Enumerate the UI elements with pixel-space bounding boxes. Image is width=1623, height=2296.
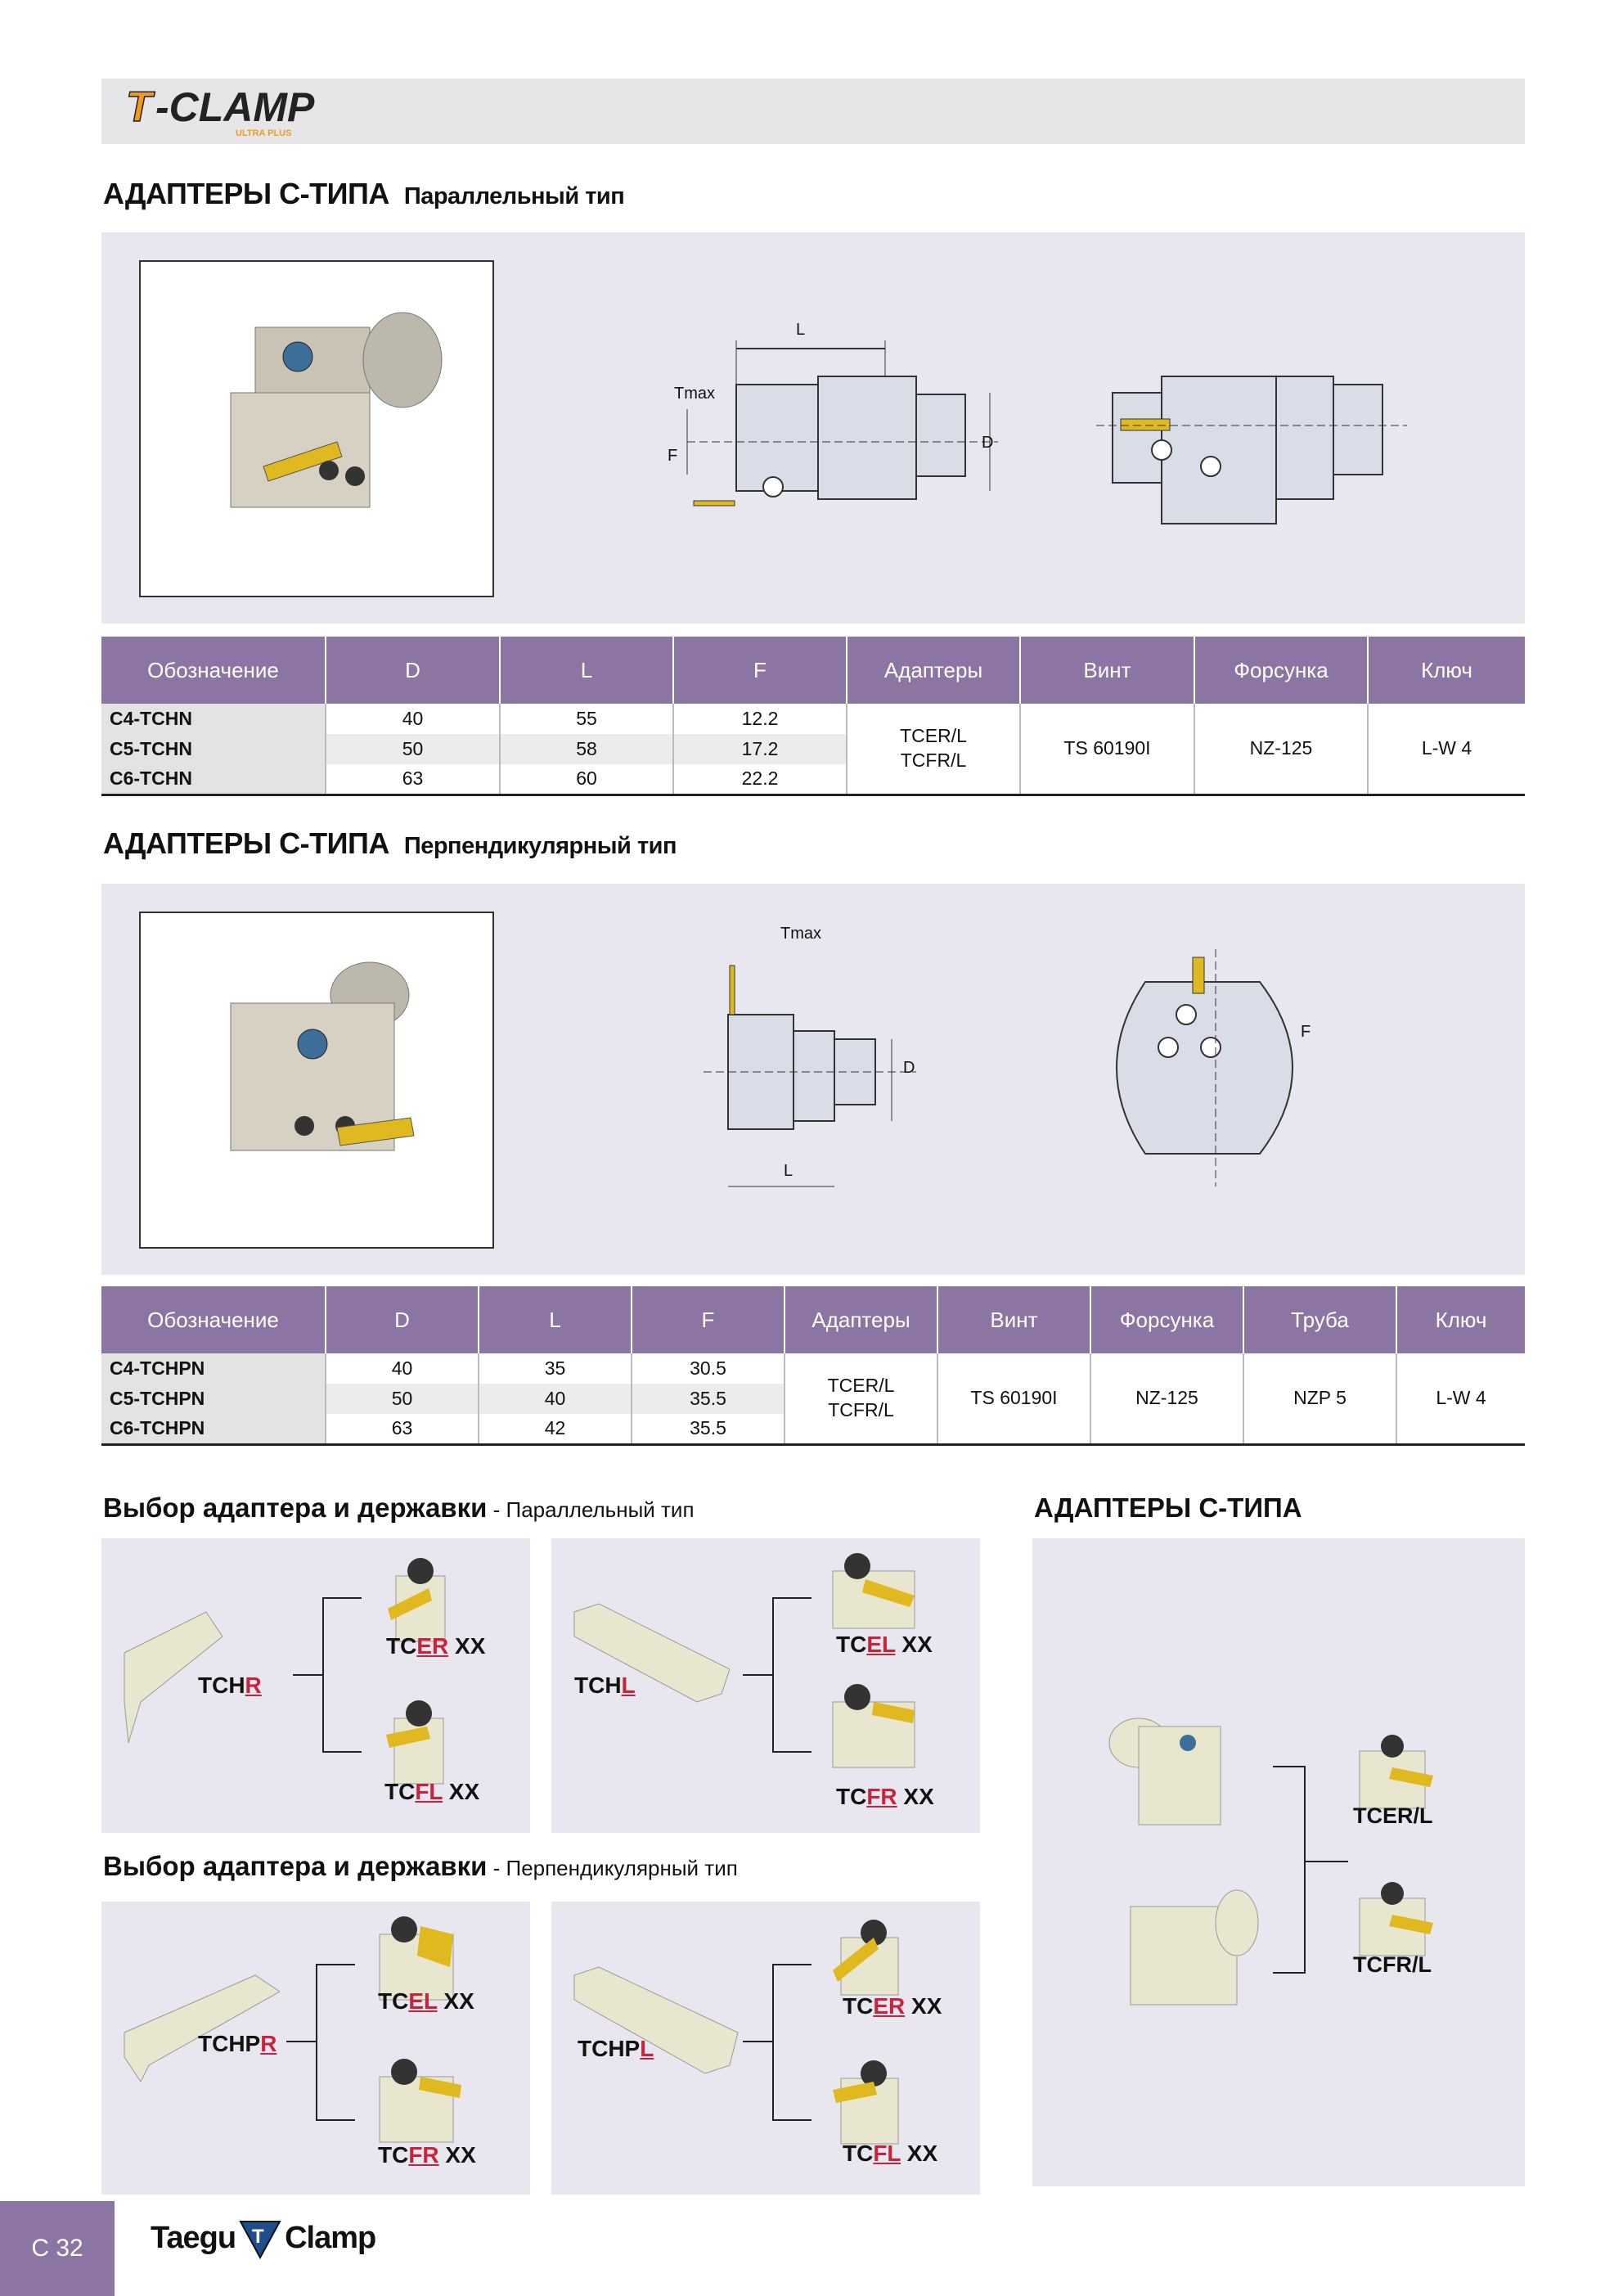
label-part: TC xyxy=(843,2141,874,2166)
adapter-image xyxy=(825,1913,915,2003)
label-hand: EL xyxy=(866,1632,896,1657)
adapter-label-bottom xyxy=(843,2141,937,2167)
holder-label xyxy=(198,1672,262,1699)
col-header: Адаптеры xyxy=(847,637,1020,704)
spec-table-perpendicular xyxy=(101,1286,1525,1446)
dim-d-label: D xyxy=(903,1059,915,1077)
cell-l: 40 xyxy=(479,1384,632,1414)
spec-table-parallel xyxy=(101,637,1525,796)
cell-d: 40 xyxy=(326,1353,479,1384)
col-header: Винт xyxy=(1020,637,1194,704)
label-part: TC xyxy=(386,1633,417,1659)
label-suffix: XX xyxy=(905,1993,942,2019)
col-header: F xyxy=(632,1286,785,1353)
col-header: Форсунка xyxy=(1194,637,1368,704)
label-suffix: XX xyxy=(448,1633,486,1659)
label-part: TCHP xyxy=(198,2031,261,2056)
col-header: L xyxy=(500,637,673,704)
label-hand: FR xyxy=(408,2142,439,2168)
label-hand: FL xyxy=(873,2141,901,2166)
bracket-lines xyxy=(772,1964,812,2121)
col-header: Адаптеры xyxy=(785,1286,937,1353)
bracket-lines xyxy=(316,1964,355,2121)
label-hand: L xyxy=(640,2036,654,2061)
col-header: D xyxy=(326,637,500,704)
holder-label xyxy=(578,2036,654,2062)
holder-label xyxy=(574,1672,636,1699)
bracket-lines xyxy=(772,1597,812,1753)
col-header: Обозначение xyxy=(101,1286,326,1353)
cell-f: 35.5 xyxy=(632,1384,785,1414)
label-part: TC xyxy=(836,1632,867,1657)
cell-l: 35 xyxy=(479,1353,632,1384)
dim-l-label: L xyxy=(784,1162,794,1180)
brand-clamp: Clamp xyxy=(285,2220,376,2255)
col-header: D xyxy=(326,1286,479,1353)
section-title-perpendicular xyxy=(103,826,677,861)
table-row xyxy=(101,704,1525,734)
label-suffix: XX xyxy=(437,1988,474,2014)
adapter-label-tcer: TCER/L xyxy=(1353,1803,1433,1828)
adapters-text: TCER/L TCFR/L xyxy=(827,1374,895,1420)
cell-d: 63 xyxy=(326,1414,479,1444)
product-photo-perpendicular xyxy=(139,912,494,1249)
bracket-stem xyxy=(743,1674,772,1676)
adapter-label-bottom xyxy=(378,2142,476,2168)
label-part: TC xyxy=(378,1988,409,2014)
cell-d: 63 xyxy=(326,764,500,795)
label-hand: R xyxy=(260,2031,277,2056)
section-title-parallel xyxy=(103,177,624,211)
cell-f: 22.2 xyxy=(673,764,847,795)
cell-l: 58 xyxy=(500,734,673,764)
adapter-label-top xyxy=(843,1993,942,2019)
cell-screw: TS 60190I xyxy=(937,1353,1090,1444)
adapter-image xyxy=(371,2052,470,2150)
cell-d: 50 xyxy=(326,1384,479,1414)
adapter-image xyxy=(825,1546,923,1636)
selection-sep: - xyxy=(487,1856,506,1880)
cell-nozzle: NZ-125 xyxy=(1194,704,1368,795)
label-part: TCH xyxy=(574,1672,622,1698)
col-header: Ключ xyxy=(1368,637,1525,704)
adapter-label-tcfr: TCFR/L xyxy=(1353,1952,1432,1977)
label-part: TC xyxy=(843,1993,874,2019)
cell-d: 40 xyxy=(326,704,500,734)
cell-l: 42 xyxy=(479,1414,632,1444)
cell-l: 60 xyxy=(500,764,673,795)
t-clamp-logo xyxy=(123,82,335,141)
cell-code: C6-TCHPN xyxy=(101,1414,326,1444)
page-number: C 32 xyxy=(0,2201,115,2296)
label-suffix: XX xyxy=(895,1632,933,1657)
adapter-body-image xyxy=(1122,1882,1261,2013)
label-part: TCHP xyxy=(578,2036,641,2061)
adapter-label-top xyxy=(836,1632,933,1658)
label-hand: FR xyxy=(866,1784,897,1809)
cell-tube: NZP 5 xyxy=(1243,1353,1396,1444)
label-hand: EL xyxy=(408,1988,438,2014)
cell-code: C4-TCHN xyxy=(101,704,326,734)
selection-title-text: Выбор адаптера и державки xyxy=(103,1492,488,1523)
cell-code: C5-TCHPN xyxy=(101,1384,326,1414)
cell-adapters xyxy=(847,704,1020,795)
bracket-stem xyxy=(293,1674,322,1676)
label-suffix: XX xyxy=(438,2142,476,2168)
bracket-stem xyxy=(1306,1861,1348,1862)
section-title-text: АДАПТЕРЫ С-ТИПА xyxy=(103,826,389,860)
cell-l: 55 xyxy=(500,704,673,734)
cell-key: L-W 4 xyxy=(1396,1353,1525,1444)
bracket-lines xyxy=(1273,1766,1306,1974)
selection-title-parallel xyxy=(103,1492,695,1524)
product-photo-parallel xyxy=(139,260,494,597)
technical-drawing-perpendicular xyxy=(704,925,965,1203)
cell-code: C5-TCHN xyxy=(101,734,326,764)
cell-code: C4-TCHPN xyxy=(101,1353,326,1384)
selection-box-tchpr xyxy=(101,1902,530,2195)
label-part: TC xyxy=(378,2142,409,2168)
label-hand: R xyxy=(245,1672,262,1698)
svg-text:-CLAMP: -CLAMP xyxy=(155,84,315,130)
dim-d-label: D xyxy=(982,434,994,452)
cell-key: L-W 4 xyxy=(1368,704,1525,795)
adapter-body-image xyxy=(1106,1710,1229,1833)
selection-subtitle: Перпендикулярный тип xyxy=(506,1856,738,1880)
technical-drawing-parallel xyxy=(622,319,1014,524)
adapters-text: TCER/L TCFR/L xyxy=(900,724,967,771)
cell-f: 12.2 xyxy=(673,704,847,734)
cell-code: C6-TCHN xyxy=(101,764,326,795)
cell-d: 50 xyxy=(326,734,500,764)
holder-image xyxy=(116,1967,280,2082)
cell-screw: TS 60190I xyxy=(1020,704,1194,795)
col-header: Труба xyxy=(1243,1286,1396,1353)
svg-text:T: T xyxy=(126,83,152,131)
dim-tmax-label: Tmax xyxy=(674,385,715,403)
col-header: Ключ xyxy=(1396,1286,1525,1353)
col-header: F xyxy=(673,637,847,704)
col-header: L xyxy=(479,1286,632,1353)
section-title-text: АДАПТЕРЫ С-ТИПА xyxy=(103,177,389,210)
adapter-label-bottom xyxy=(384,1779,479,1805)
technical-drawing-perpendicular-front xyxy=(1096,949,1342,1186)
label-suffix: XX xyxy=(901,2141,938,2166)
dim-tmax-label: Tmax xyxy=(780,925,821,943)
label-suffix: XX xyxy=(897,1784,934,1809)
cell-adapters xyxy=(785,1353,937,1444)
taegu-clamp-logo xyxy=(151,2209,420,2267)
bracket-stem xyxy=(286,2041,316,2042)
bracket-lines xyxy=(322,1597,362,1753)
selection-title-text: Выбор адаптера и державки xyxy=(103,1851,488,1881)
label-hand: L xyxy=(621,1672,636,1698)
holder-image xyxy=(566,1959,746,2082)
svg-text:ULTRA PLUS: ULTRA PLUS xyxy=(236,128,292,138)
adapter-image xyxy=(378,1694,460,1792)
label-suffix: XX xyxy=(443,1779,480,1804)
adapter-label-bottom xyxy=(836,1784,934,1810)
selection-box-tchr xyxy=(101,1538,530,1833)
cell-f: 17.2 xyxy=(673,734,847,764)
label-hand: FL xyxy=(415,1779,443,1804)
table-row xyxy=(101,1353,1525,1384)
dim-l-label: L xyxy=(796,321,806,339)
svg-text:T: T xyxy=(252,2226,263,2248)
label-part: TC xyxy=(836,1784,867,1809)
col-header: Форсунка xyxy=(1090,1286,1243,1353)
dim-f-label: F xyxy=(668,447,678,465)
label-part: TC xyxy=(384,1779,416,1804)
adapter-label-top xyxy=(386,1633,485,1659)
selection-box-tchl xyxy=(551,1538,980,1833)
col-header: Обозначение xyxy=(101,637,326,704)
label-hand: ER xyxy=(416,1633,449,1659)
bracket-stem xyxy=(743,2041,772,2042)
cell-f: 35.5 xyxy=(632,1414,785,1444)
dim-f-label: F xyxy=(1301,1023,1311,1041)
selection-box-tchpl xyxy=(551,1902,980,2195)
adapter-image xyxy=(825,2054,915,2152)
label-hand: ER xyxy=(873,1993,906,2019)
selection-subtitle: Параллельный тип xyxy=(506,1497,695,1522)
label-part: TCH xyxy=(198,1672,245,1698)
section-subtitle: Параллельный тип xyxy=(403,183,625,209)
technical-drawing-parallel-front xyxy=(1088,344,1415,532)
adapter-image xyxy=(1351,1874,1441,1964)
col-header: Винт xyxy=(937,1286,1090,1353)
section-subtitle: Перпендикулярный тип xyxy=(403,833,677,859)
brand-emblem-icon xyxy=(237,2215,283,2261)
cell-f: 30.5 xyxy=(632,1353,785,1384)
brand-taegu: Taegu xyxy=(151,2220,236,2255)
adapter-label-top xyxy=(378,1988,474,2015)
holder-label xyxy=(198,2031,276,2057)
adapters-c-title: АДАПТЕРЫ С-ТИПА xyxy=(1034,1492,1302,1523)
adapter-image xyxy=(825,1677,923,1776)
selection-sep: - xyxy=(487,1497,506,1522)
cell-nozzle: NZ-125 xyxy=(1090,1353,1243,1444)
adapters-c-panel xyxy=(1032,1538,1525,2186)
selection-title-perpendicular xyxy=(103,1851,738,1882)
